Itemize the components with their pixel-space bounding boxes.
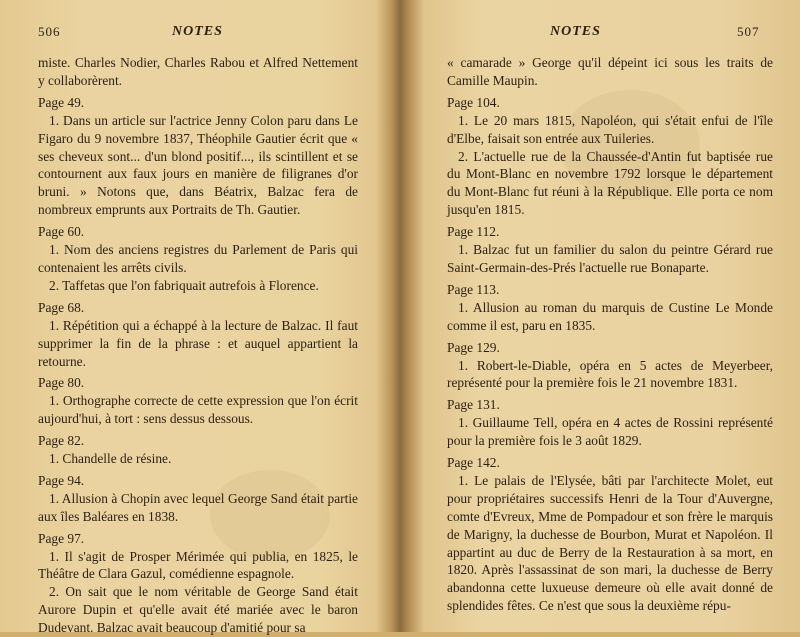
left-page [0,0,395,636]
footnote-entry: 1. Il s'agit de Prosper Mérimée qui publia, en 1825, le Théâtre de Clara Gazul, comédienne espagnole. [38,548,358,582]
page-reference-heading: Page 80. [38,375,85,391]
page-reference-heading: Page 112. [447,224,500,240]
continued-note-text: miste. Charles Nodier, Charles Rabou et Alfred Nettement y collaborèrent. [38,55,358,88]
right-page [405,0,800,632]
page-reference-heading: Page 131. [447,397,500,413]
footnote-entry: 1. Dans un article sur l'actrice Jenny Colon paru dans Le Figaro du 9 novembre 1837, Théophile Gautier écrit que « ses cheveux sont... d'un blond positif..., ils scintillent et se contournent aux faux jours en manière de filigranes d'or bruni. » Notons que, dans Béatrix, Balzac fera de nombreux emprunts aux Portraits de Th. Gautier. [38,112,358,218]
footnote-entry: 1. Chandelle de résine. [49,451,172,467]
footnote-entry: 1. Le 20 mars 1815, Napoléon, qui s'était enfui de l'île d'Elbe, faisait son entrée aux Tuileries. [447,112,773,146]
footnote-entry: 1. Allusion à Chopin avec lequel George Sand était partie aux îles Baléares en 1838. [38,490,358,524]
footnote-entry: 1. Le palais de l'Elysée, bâti par l'architecte Molet, eut pour propriétaires successifs Henri de la Tour d'Auvergne, comte d'Evreux, Mme de Pompadour et son frère le marquis de Marigny, la duchesse de Bourbon, Murat et Napoléon. Il appartint au duc de Berry de la Restauration à sa mort, en 1820. Après l'assassinat de son mari, la duchesse de Berry abandonna cette luxueuse demeure où elle avait donné de splendides fêtes. Ce n'est que sous la deuxième répu- [447,472,773,614]
continued-note-text: « camarade » George qu'il dépeint ici sous les traits de Camille Maupin. [447,55,773,88]
footnote-entry: 1. Nom des anciens registres du Parlement de Paris qui contenaient les arrêts civils. [38,242,358,275]
footnote-entry: 1. Balzac fut un familier du salon du peintre Gérard rue Saint-Germain-des-Prés l'actuelle rue Bonaparte. [447,242,773,275]
page-reference-heading: Page 94. [38,472,85,488]
running-title: NOTES [172,24,223,39]
page-reference-heading: Page 129. [447,339,500,355]
running-title: NOTES [550,24,601,39]
page-reference-heading: Page 60. [38,224,85,240]
footnote-entry: 1. Robert-le-Diable, opéra en 5 actes de Meyerbeer, représenté pour la première fois le 21 novembre 1831. [447,357,773,391]
page-reference-heading: Page 68. [38,299,85,315]
page-reference-heading: Page 49. [38,94,85,110]
page-reference-heading: Page 142. [447,455,500,471]
footnote-entry: 1. Orthographe correcte de cette expression que l'on écrit aujourd'hui, à tort : sens dessus dessous. [38,393,358,427]
page-number: 507 [737,24,760,39]
footnote-entry: 1. Allusion au roman du marquis de Custine Le Monde comme il est, paru en 1835. [447,299,773,333]
right-page-text [447,54,773,615]
footnote-entry: 2. On sait que le nom véritable de George Sand était Aurore Dupin et qu'elle avait été mariée avec le baron Dudevant. Balzac avait beaucoup d'amitié pour sa [38,584,358,636]
page-reference-heading: Page 104. [447,94,500,110]
page-reference-heading: Page 97. [38,530,85,546]
footnote-entry: 2. Taffetas que l'on fabriquait autrefois à Florence. [49,277,319,293]
footnote-entry: 2. L'actuelle rue de la Chaussée-d'Antin fut baptisée rue du Mont-Blanc en novembre 1792 lorsque le département du Mont-Blanc fut réuni à la République. Elle porta ce nom jusqu'en 1815. [447,148,773,218]
left-page-text [38,54,358,637]
footnote-entry: 1. Répétition qui a échappé à la lecture de Balzac. Il faut supprimer la fin de la phrase : et auquel appartient la retourne. [38,317,358,369]
page-number: 506 [38,24,61,39]
page-reference-heading: Page 82. [38,433,85,449]
footnote-entry: 1. Guillaume Tell, opéra en 4 actes de Rossini représenté pour la première fois le 3 août 1829. [447,415,773,449]
page-reference-heading: Page 113. [447,281,500,297]
